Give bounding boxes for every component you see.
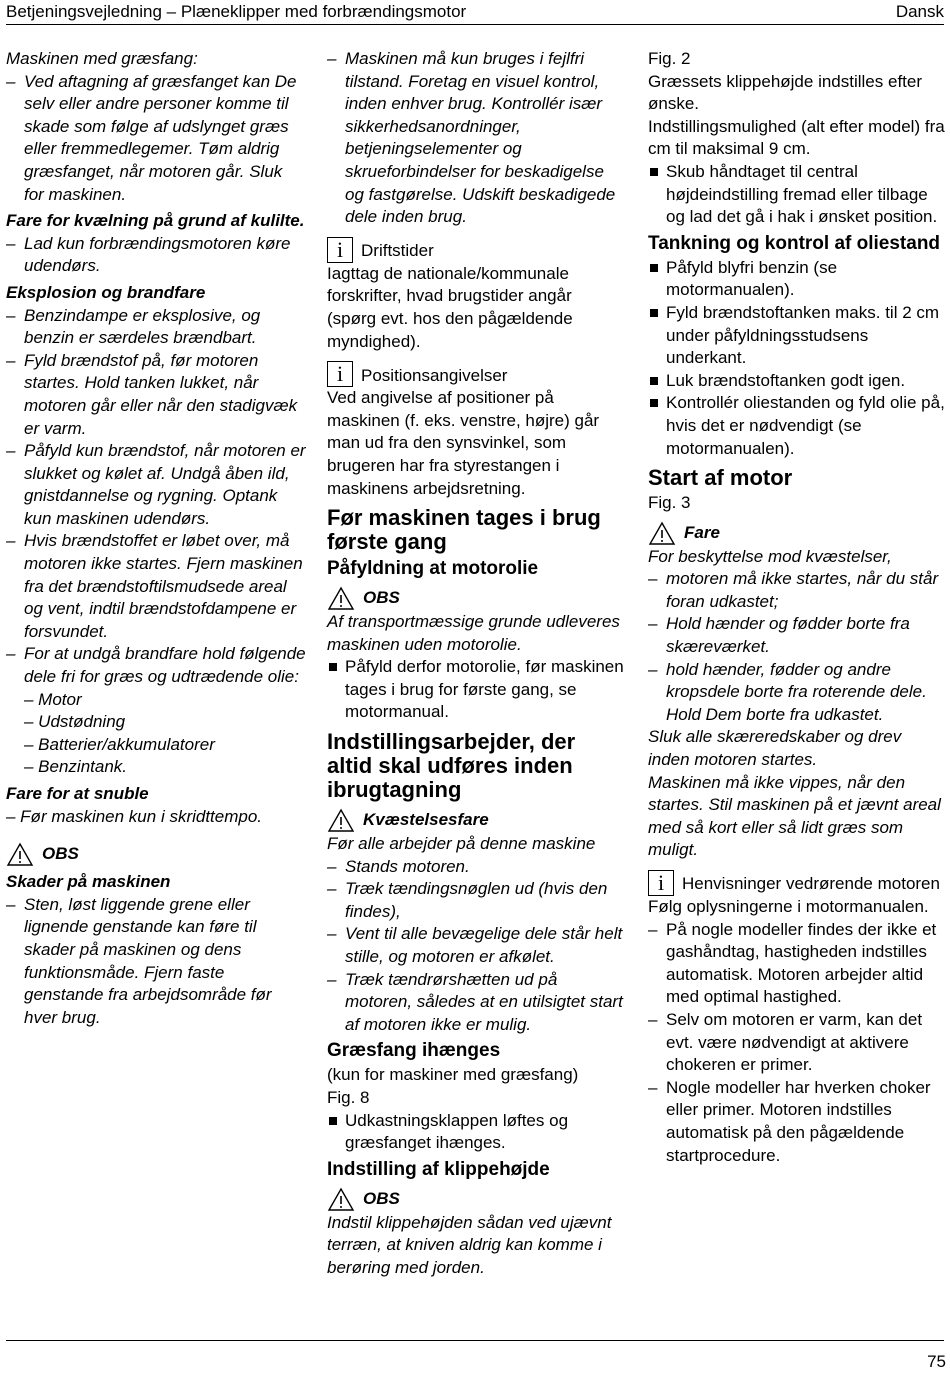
warning-triangle-icon [648,521,676,546]
bullet-item: Kontrollér oliestanden og fyld olie på, hvis det er nødvendigt (se motormanualen). [648,392,946,460]
heading-eksplosion: Eksplosion og brandfare [6,282,206,302]
snuble-item: – Før maskinen kun i skridttempo. [6,806,263,826]
list-item: – Træk tændingsnøglen ud (hvis den findes), [327,878,625,923]
header-language: Dansk [895,2,944,21]
info-text: Ved angivelse af positioner på maskinen (f. eks. venstre, højre) går man ud fra den synsvinkel, som brugeren har fra styrestangen i maskinens arbejdsretning. [327,388,600,498]
info-driftstider [327,237,625,263]
page-number: 75 [927,1352,946,1371]
heading-start: Start af motor [648,465,793,491]
list-item: – Fyld brændstof på, før motoren startes. Hold tanken lukket, når motoren går eller når den stadigvæk er varm. [6,350,306,440]
page-header [6,2,944,24]
list-item: – Benzindampe er eksplosive, og benzin er særdeles brændbart. [6,305,306,350]
list-item: – Sten, løst liggende grene eller lignende genstande kan føre til skader på maskinen og dens funktionsmåde. Fjern faste genstande fra arbejdsområde før hver brug. [6,894,306,1030]
figure-ref: Fig. 2 [648,49,691,68]
list-item: – For at undgå brandfare hold følgende dele fri for græs og udtrædende olie: [6,643,306,688]
header-rule [6,24,944,25]
bullet-item: Fyld brændstoftanken maks. til 2 cm under påfyldningsstudsens underkant. [648,302,946,370]
list-item: – Lad kun forbrændingsmotoren køre udendørs. [6,233,306,278]
heading-graesfang: Græsfang ihænges [327,1040,501,1062]
info-title: Positionsangivelser [361,365,508,385]
list-item: – hold hænder, fødder og andre kropsdele borte fra roterende dele. Hold Dem borte fra udkastet. [648,659,946,727]
part-item: – Batterier/akkumulatorer [24,734,215,754]
info-text: Følg oplysningerne i motormanualen. [648,897,929,916]
bullet-item: Påfyld derfor motorolie, før maskinen tages i brug for første gang, se motormanual. [327,656,625,724]
body-text: Indstillingsmulighed (alt efter model) fra cm til maksimal 9 cm. [648,116,945,159]
figure-ref: Fig. 3 [648,493,691,513]
intro-text: Maskinen med græsfang: [6,49,198,68]
obs-notice [327,586,625,611]
footer-rule [6,1340,944,1341]
list-item: – Påfyld kun brændstof, når motoren er slukket og kølet af. Undgå åben ild, gnistdannelse og rygning. Optank kun maskinen udendørs. [6,440,306,530]
info-title: Driftstider [361,241,434,261]
list-item: – På nogle modeller findes der ikke et gashåndtag, hastigheden indstilles automatisk. Motoren arbejder altid med optimal hastighed. [648,919,946,1009]
warning-triangle-icon [327,1187,355,1212]
obs-label: OBS [363,1188,400,1208]
info-text: Iagttag de nationale/kommunale forskrifter, hvad brugstider angår (spørg evt. hos den pågældende myndighed). [327,263,573,351]
fare-intro: For beskyttelse mod kvæstelser, [648,546,892,566]
info-box-icon: i [327,361,353,387]
column-left [6,48,306,1029]
list-item: – Maskinen må kun bruges i fejlfri tilstand. Foretag en visuel kontrol, inden enhver brug. Kontrollér især sikkerhedsanordninger, betjeningselementer og skrueforbindelser for beskadigelse og fastgørelse. Udskift beskadigede dele inden brug. [327,48,625,229]
column-right [648,48,946,1167]
list-item: – motoren må ikke startes, når du står foran udkastet; [648,568,946,613]
fare-notice [648,521,946,546]
part-item: – Udstødning [24,712,126,732]
heading-indstilling: Indstillingsarbejder, der altid skal udføres inden ibrugtagning [327,729,576,803]
info-positions [327,361,625,387]
list-item: – Hold hænder og fødder borte fra skæreværket. [648,613,946,658]
fare-label: Fare [684,522,720,542]
warning-triangle-icon [6,842,34,867]
warning-notice [327,808,625,833]
obs-notice [327,1187,625,1212]
heading-kulilte: Fare for kvælning på grund af kulilte. [6,211,305,231]
heading-motorolie: Påfyldning at motorolie [327,558,539,580]
bullet-item: Luk brændstoftanken godt igen. [648,370,946,393]
part-item: – Motor [24,689,82,709]
heading-klippehoejde: Indstilling af klippehøjde [327,1158,550,1180]
column-middle [327,48,625,1280]
fare-text: Sluk alle skæreredskaber og drev inden motoren startes. [648,727,902,770]
list-item: – Hvis brændstoffet er løbet over, må motoren ikke startes. Fjern maskinen fra det brændstoftilsmudsede areal og vent, indtil brændstofdampene er forsvundet. [6,530,306,643]
list-item: – Træk tændrørshætten ud på motoren, således at en utilsigtet start af motoren ikke er mulig. [327,969,625,1037]
figure-ref: Fig. 8 [327,1088,370,1107]
heading-snuble: Fare for at snuble [6,784,149,803]
warning-label: Kvæstelsesfare [363,810,489,830]
obs-notice [6,842,306,867]
heading-tankning: Tankning og kontrol af oliestand [648,232,941,254]
info-motor [648,870,946,896]
info-title: Henvisninger vedrørende motoren [682,874,940,894]
warning-triangle-icon [327,586,355,611]
info-box-icon: i [648,870,674,896]
list-item: – Stands motoren. [327,856,625,879]
header-title: Betjeningsvejledning – Plæneklipper med forbrændingsmotor [6,2,467,21]
body-text: Græssets klippehøjde indstilles efter ønske. [648,71,923,114]
bullet-item: Udkastningsklappen løftes og græsfanget ihænges. [327,1110,625,1155]
warning-triangle-icon [327,808,355,833]
info-box-icon: i [327,237,353,263]
part-item: – Benzintank. [24,757,128,777]
warning-text: Før alle arbejder på denne maskine [327,834,596,854]
list-item: – Nogle modeller har hverken choker eller primer. Motoren indstilles automatisk på den pågældende startprocedure. [648,1077,946,1167]
graesfang-note: (kun for maskiner med græsfang) [327,1065,579,1085]
heading-skader: Skader på maskinen [6,872,171,892]
bullet-item: Skub håndtaget til central højdeindstilling fremad eller tilbage og lad det gå i hak i ønsket position. [648,161,946,229]
bullet-item: Påfyld blyfri benzin (se motormanualen). [648,257,946,302]
obs-text: Af transportmæssige grunde udleveres maskinen uden motorolie. [327,612,620,654]
list-item: – Selv om motoren er varm, kan det evt. være nødvendigt at aktivere chokeren er primer. [648,1009,946,1077]
list-item: – Vent til alle bevægelige dele står helt stille, og motoren er afkølet. [327,923,625,968]
fare-text: Maskinen må ikke vippes, når den startes. Stil maskinen på et jævnt areal med så kort eller så lidt græs som muligt. [648,772,941,860]
obs-label: OBS [42,844,79,864]
list-item: – Ved aftagning af græsfanget kan De selv eller andre personer komme til skade som følge af udslynget græs eller fremmedlegemer. Tøm aldrig græsfanget, når motoren går. Sluk for maskinen. [6,71,306,207]
obs-label: OBS [363,588,400,608]
heading-foer-brug: Før maskinen tages i brug første gang [327,505,601,555]
obs-text: Indstil klippehøjden sådan ved ujævnt terræn, at kniven aldrig kan komme i berøring med jorden. [327,1212,612,1277]
